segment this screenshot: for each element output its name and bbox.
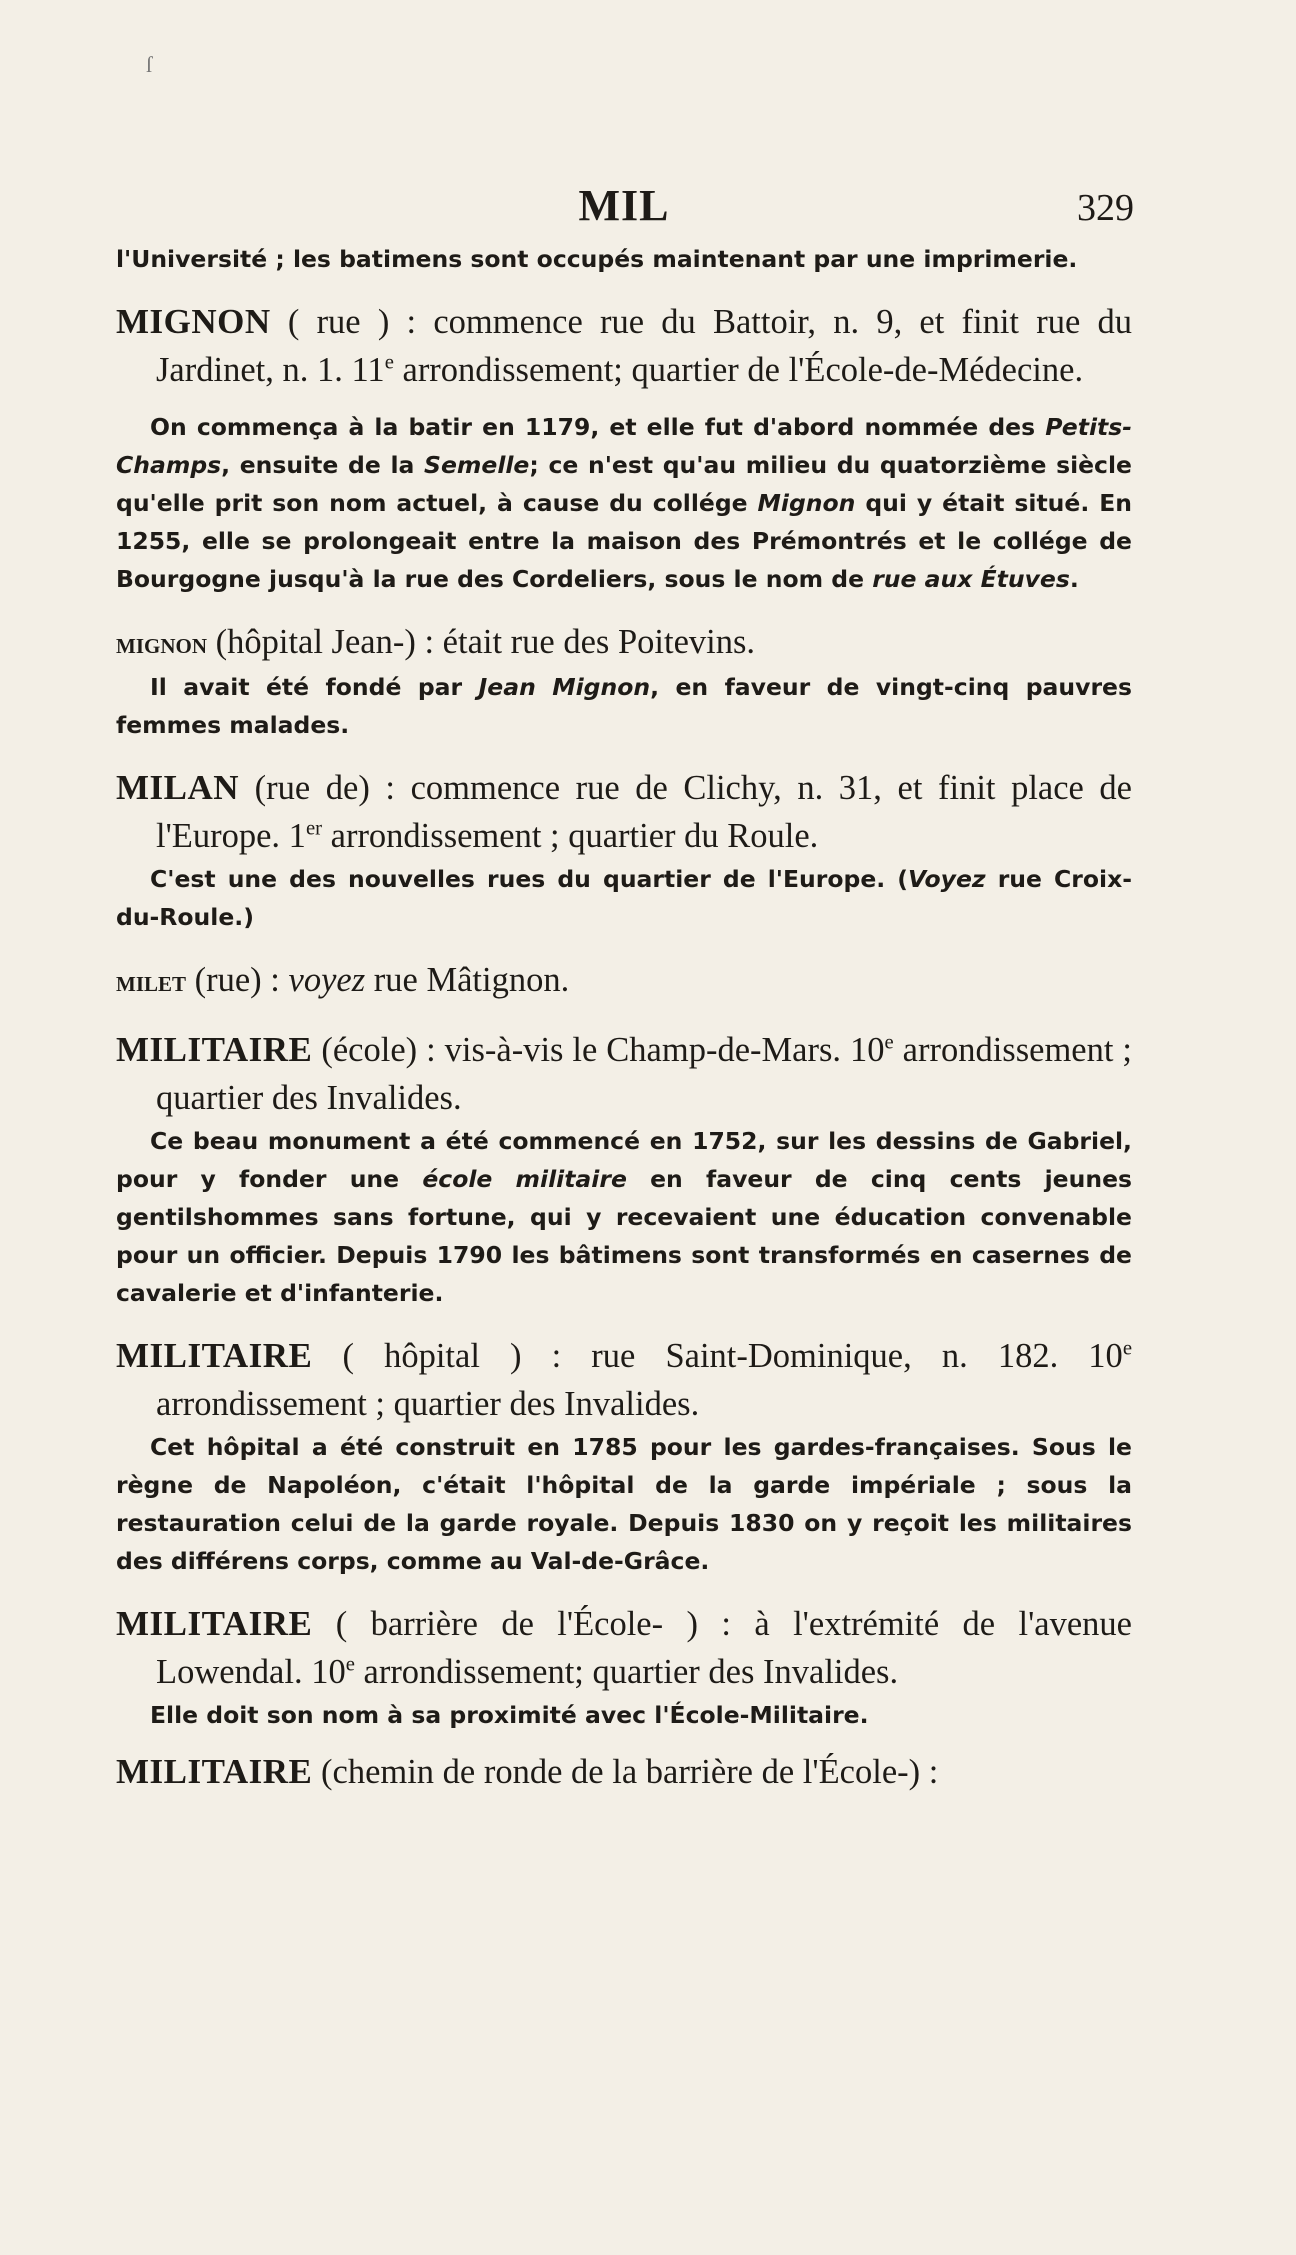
note-text: Ce beau monument a été commencé en 1752, sur les dessins de Gabriel, pour y fonder une xyxy=(116,1127,1132,1193)
note-italic: Mignon xyxy=(757,489,856,517)
entry-text: ( hôpital ) : rue Saint-Dominique, n. 182. 10 xyxy=(312,1337,1123,1375)
note-text: , en faveur de vingt-cinq pauvres femmes malades. xyxy=(116,673,1132,739)
note-text: en faveur de cinq cents jeunes gentilshommes sans fortune, qui y recevaient une éducation convenable pour un officier. Depuis 1790 les bâtimens sont transformés en casernes de cavalerie et d'infanterie. xyxy=(116,1165,1133,1307)
entry-text-2: arrondissement ; quartier des Invalides. xyxy=(156,1385,700,1423)
headword: MILAN xyxy=(116,768,240,807)
note-italic: Jean Mignon xyxy=(478,673,651,701)
note-militaire-hopital: Cet hôpital a été construit en 1785 pour les gardes-françaises. Sous le règne de Napoléon, c'était l'hôpital de la garde impériale ; sous la restauration celui de la garde royale. Depuis 1830 on y reçoit les militaires des différens corps, comme au Val-de-Grâce. xyxy=(116,1433,1132,1575)
entry-italic: voyez xyxy=(288,961,366,999)
superscript: e xyxy=(345,1653,355,1676)
stray-mark: ſ xyxy=(146,52,153,77)
entry-text: (rue de) : commence rue de Clichy, n. 31, et finit place de l'Europe. 1 xyxy=(156,769,1132,855)
note-text: . xyxy=(1069,565,1079,593)
note-text: qui y était situé. En 1255, elle se prolongeait entre la maison des Prémontrés et le collége de Bourgogne jusqu'à la rue des Cordeliers, sous le nom de xyxy=(116,489,1133,593)
superscript: e xyxy=(1122,1337,1132,1360)
entry-text-2: arrondissement; quartier des Invalides. xyxy=(354,1653,899,1691)
entry-text-2: rue Mâtignon. xyxy=(365,961,570,999)
entry-militaire-hopital xyxy=(116,1332,1132,1428)
entry-text: (rue) : xyxy=(186,961,289,999)
note-militaire-ecole xyxy=(116,1122,1132,1312)
note-italic: Petits-Champs xyxy=(116,413,1132,479)
note-text: , ensuite de la xyxy=(221,451,425,479)
entry-militaire-ecole xyxy=(116,1026,1132,1122)
entry-militaire-chemin xyxy=(116,1748,1132,1796)
entry-text: (hôpital Jean-) : était rue des Poitevins. xyxy=(207,623,756,661)
entry-text-2: arrondissement ; quartier du Roule. xyxy=(322,817,819,855)
note-italic: Semelle xyxy=(424,451,530,479)
note-text: Il avait été fondé par xyxy=(150,673,479,701)
entry-text-2: arrondissement ; quartier des Invalides. xyxy=(156,1031,1133,1117)
note-italic: Voyez xyxy=(908,865,986,893)
headword: MIGNON xyxy=(116,302,271,341)
note-militaire-barriere: Elle doit son nom à sa proximité avec l'École-Militaire. xyxy=(150,1701,869,1729)
superscript: e xyxy=(884,1031,894,1054)
headword: MILITAIRE xyxy=(116,1604,313,1643)
headword: mignon xyxy=(116,627,207,660)
page-body xyxy=(116,180,1132,1796)
entry-militaire-barriere xyxy=(116,1600,1132,1696)
note-mignon-rue xyxy=(116,408,1132,598)
headword: MILITAIRE xyxy=(116,1752,313,1791)
superscript: er xyxy=(305,817,323,840)
note-text: On commença à la batir en 1179, et elle fut d'abord nommée des xyxy=(150,413,1046,441)
headword: MILITAIRE xyxy=(116,1336,313,1375)
note-italic: rue aux Étuves xyxy=(872,565,1070,593)
entry-milet xyxy=(116,956,1132,1006)
intro-continuation: l'Université ; les batimens sont occupés maintenant par une imprimerie. xyxy=(116,245,1078,273)
entry-mignon-rue xyxy=(116,298,1132,394)
page-number: 329 xyxy=(1077,187,1134,229)
headword: MILITAIRE xyxy=(116,1030,313,1069)
running-head: MIL xyxy=(578,181,670,230)
entry-text: ( rue ) : commence rue du Battoir, n. 9, et finit rue du Jardinet, n. 1. 11 xyxy=(156,303,1132,389)
entry-text: (chemin de ronde de la barrière de l'École-) : xyxy=(312,1753,939,1791)
note-mignon-hopital xyxy=(116,668,1132,744)
note-text: C'est une des nouvelles rues du quartier de l'Europe. ( xyxy=(150,865,909,893)
note-milan xyxy=(116,860,1132,936)
headword: milet xyxy=(116,965,187,998)
entry-text: (école) : vis-à-vis le Champ-de-Mars. 10 xyxy=(312,1031,885,1069)
note-text: ; ce n'est qu'au milieu du quatorzième siècle qu'elle prit son nom actuel, à cause du collége xyxy=(116,451,1132,517)
entry-milan xyxy=(116,764,1132,860)
entry-text: ( barrière de l'École- ) : à l'extrémité de l'avenue Lowendal. 10 xyxy=(156,1605,1132,1691)
note-italic: école militaire xyxy=(422,1165,627,1193)
page-header xyxy=(116,180,1132,240)
superscript: e xyxy=(384,351,394,374)
entry-text-2: arrondissement; quartier de l'École-de-Médecine. xyxy=(393,351,1084,389)
note-text: rue Croix-du-Roule.) xyxy=(116,865,1132,931)
entry-mignon-hopital xyxy=(116,618,1132,668)
